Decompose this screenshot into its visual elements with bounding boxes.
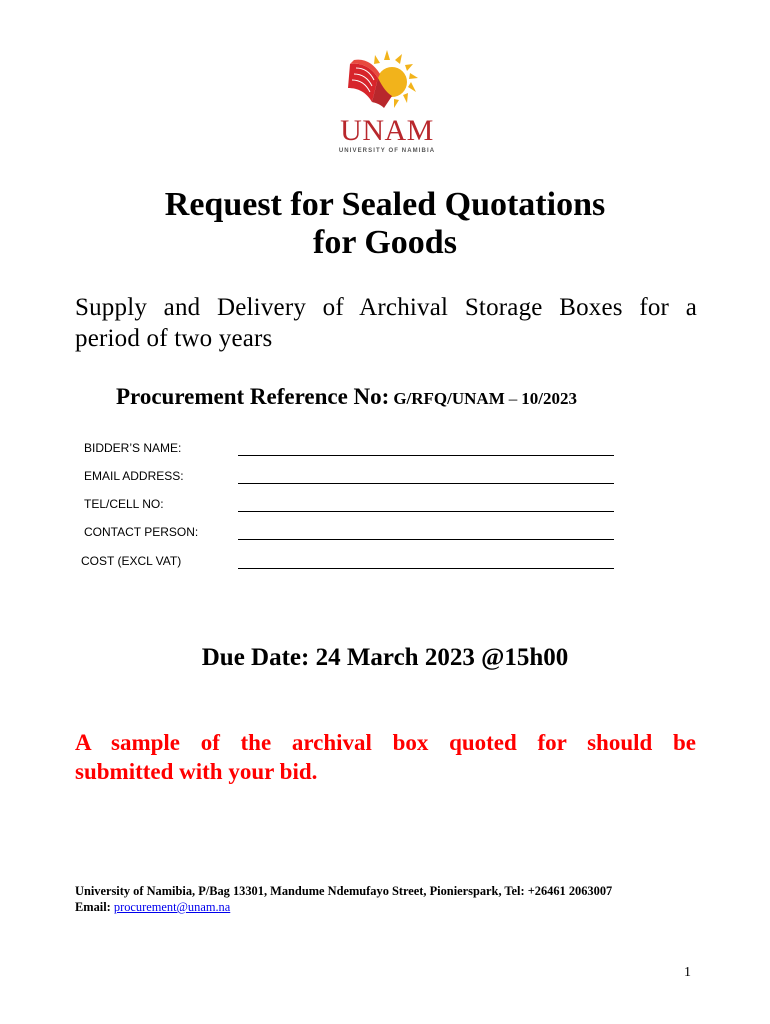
document-subtitle (75, 292, 697, 354)
subtitle-line-2: period of two years (75, 325, 273, 352)
due-date: Due Date: 24 March 2023 @15h00 (201, 644, 569, 671)
bidder-name-label: BIDDER’S NAME: (84, 441, 182, 455)
sample-notice-line-1: A sample of the archival box quoted for should be (75, 730, 696, 755)
page-number: 1 (684, 965, 691, 980)
footer-email-row (75, 899, 725, 915)
contact-person-line (238, 539, 614, 540)
email-address-line (238, 483, 614, 484)
sample-notice-line-2: submitted with your bid. (75, 759, 318, 784)
procurement-reference-label: Procurement Reference No: (116, 384, 390, 409)
subtitle-line-1: Supply and Delivery of Archival Storage Boxes for a (75, 294, 697, 321)
title-line-1: Request for Sealed Quotations (164, 186, 606, 223)
unam-logo-emblem-icon (332, 46, 442, 116)
document-title (0, 186, 770, 262)
cost-excl-vat-label: COST (EXCL VAT) (81, 554, 182, 568)
procurement-reference-separator: – (508, 389, 518, 408)
logo-wordmark: UNAM (340, 114, 434, 147)
footer-email-link[interactable]: procurement@unam.na (113, 900, 231, 914)
footer-contact (75, 883, 725, 915)
unam-logo (332, 46, 442, 162)
cost-excl-vat-line (238, 568, 614, 569)
procurement-reference (116, 384, 577, 410)
tel-cell-label: TEL/CELL NO: (84, 497, 164, 511)
email-address-label: EMAIL ADDRESS: (84, 469, 184, 483)
procurement-reference-number: 10/2023 (521, 389, 577, 408)
logo-subtitle: UNIVERSITY OF NAMIBIA (338, 148, 436, 154)
procurement-reference-code: G/RFQ/UNAM (393, 389, 505, 408)
bidder-name-line (238, 455, 614, 456)
footer-address: University of Namibia, P/Bag 13301, Mandume Ndemufayo Street, Pionierspark, Tel: +26461 2063007 (75, 884, 613, 898)
sample-notice (75, 728, 696, 786)
title-line-2: for Goods (313, 224, 457, 261)
footer-email-label: Email: (75, 900, 111, 914)
contact-person-label: CONTACT PERSON: (84, 525, 199, 539)
tel-cell-line (238, 511, 614, 512)
